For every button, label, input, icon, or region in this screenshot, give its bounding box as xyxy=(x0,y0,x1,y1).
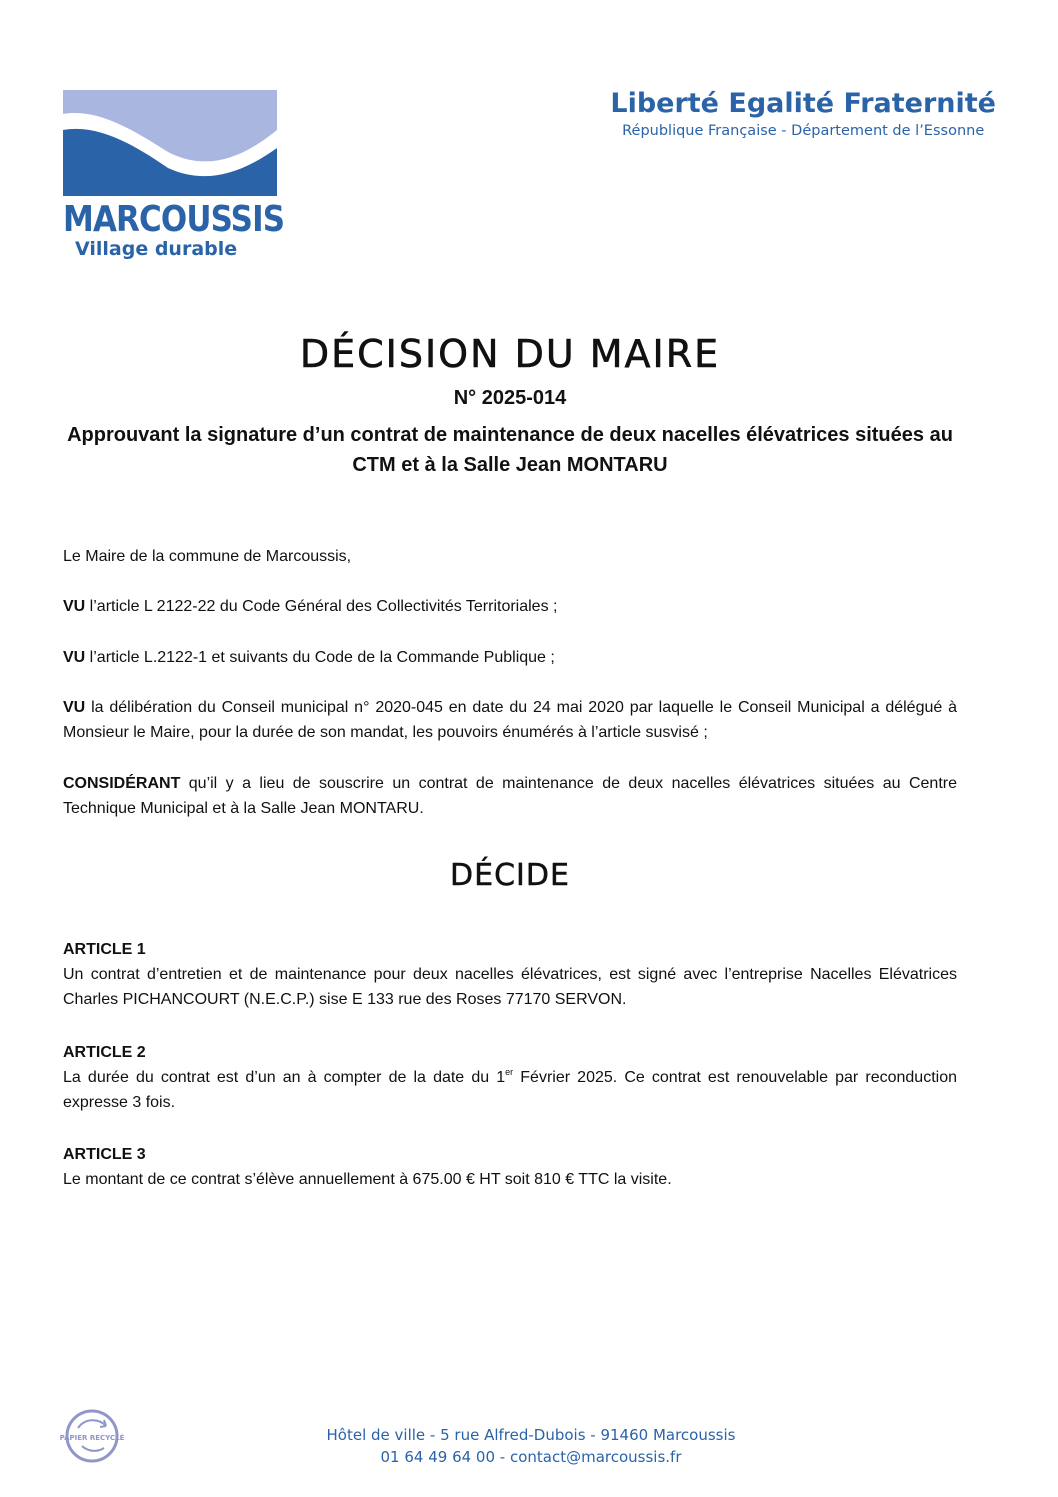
article-2 xyxy=(63,1040,957,1115)
decide-heading: DÉCIDE xyxy=(450,858,570,893)
vu-text-1: l’article L 2122-22 du Code Général des Collectivités Territoriales ; xyxy=(85,598,558,615)
logo-tagline: Village durable xyxy=(75,238,238,260)
republic-header xyxy=(610,88,996,139)
vu-keyword: VU xyxy=(63,699,86,716)
considerant-paragraph xyxy=(63,771,957,821)
article-1 xyxy=(63,937,957,1012)
article-1-text: Un contrat d’entretien et de maintenance pour deux nacelles élévatrices, est signé avec l’entreprise Nacelles Elévatrices Charles PICHANCOURT (N.E.C.P.) sise E 133 rue des Roses 77170 SERVON. xyxy=(63,966,957,1008)
article-2-title: ARTICLE 2 xyxy=(63,1044,146,1061)
vu-paragraph-2 xyxy=(63,645,957,670)
vu-text-2: l’article L.2122-1 et suivants du Code de la Commande Publique ; xyxy=(85,649,555,666)
page-title: DÉCISION DU MAIRE xyxy=(299,332,721,376)
vu-text-3: la délibération du Conseil municipal n° 2020-045 en date du 24 mai 2020 par laquelle le Conseil Municipal a délégué à Monsieur le Maire, pour la durée de son mandat, les pouvoirs énumérés à l’article susvisé ; xyxy=(63,699,957,741)
wave-logo-icon xyxy=(63,90,277,196)
republic-motto: Liberté Egalité Fraternité xyxy=(610,88,996,119)
decision-subject: Approuvant la signature d’un contrat de maintenance de deux nacelles élévatrices situées au CTM et à la Salle Jean MONTARU xyxy=(67,424,953,476)
logo-name: MARCOUSSIS xyxy=(63,199,285,240)
decision-number: N° 2025-014 xyxy=(453,387,567,409)
article-2-superscript: er xyxy=(505,1067,514,1077)
article-3-text: Le montant de ce contrat s’élève annuellement à 675.00 € HT soit 810 € TTC la visite. xyxy=(63,1171,672,1188)
article-1-title: ARTICLE 1 xyxy=(63,941,146,958)
vu-keyword: VU xyxy=(63,649,86,666)
article-2-text-after: Février 2025. Ce contrat est renouvelable par reconduction expresse 3 fois. xyxy=(63,1069,957,1111)
article-3 xyxy=(63,1142,957,1192)
department-line: République Française - Département de l’Essonne xyxy=(622,123,985,139)
article-3-title: ARTICLE 3 xyxy=(63,1146,146,1163)
footer xyxy=(0,1424,1058,1468)
vu-paragraph-1 xyxy=(63,594,957,619)
vu-paragraph-3 xyxy=(63,695,957,745)
considerant-keyword: CONSIDÉRANT xyxy=(63,775,181,792)
intro-paragraph xyxy=(63,544,957,569)
marcoussis-logo xyxy=(63,90,285,260)
article-2-text-before: La durée du contrat est d’un an à compter de la date du 1 xyxy=(63,1069,506,1086)
vu-keyword: VU xyxy=(63,598,86,615)
footer-address: Hôtel de ville - 5 rue Alfred-Dubois - 91460 Marcoussis xyxy=(326,1426,736,1444)
recycled-badge-text: PAPIER RECYCLÉ xyxy=(59,1434,125,1442)
considerant-text: qu’il y a lieu de souscrire un contrat de maintenance de deux nacelles élévatrices situées au Centre Technique Municipal et à la Salle Jean MONTARU. xyxy=(63,775,957,817)
footer-contact: 01 64 49 64 00 - contact@marcoussis.fr xyxy=(380,1448,682,1466)
intro-text: Le Maire de la commune de Marcoussis, xyxy=(63,548,352,565)
